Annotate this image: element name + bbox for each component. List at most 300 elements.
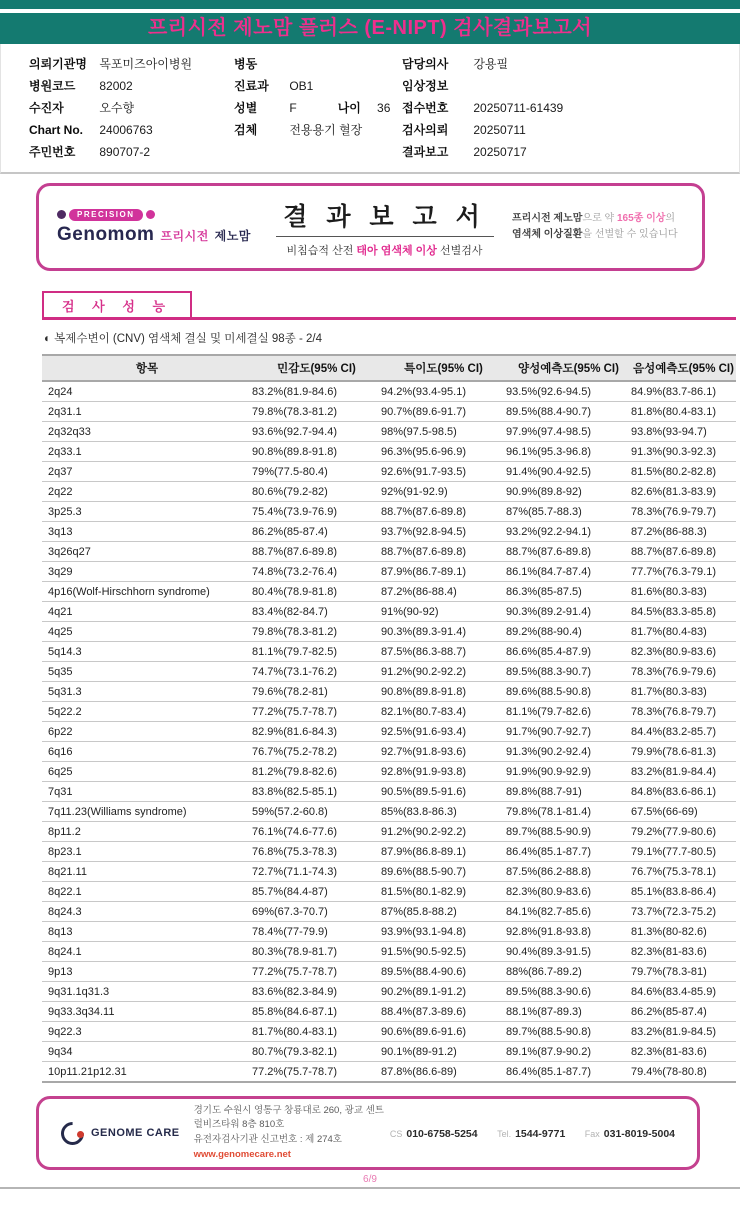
value-cell: 93.5%(92.6-94.5) <box>506 381 631 402</box>
value-cell: 79.1%(77.7-80.5) <box>631 842 736 862</box>
value-cell: 96.3%(95.6-96.9) <box>381 442 506 462</box>
table-row <box>42 802 736 822</box>
page-number: 6/9 <box>363 1174 377 1185</box>
item-cell: 2q37 <box>42 462 252 482</box>
field-value: 20250711 <box>473 123 526 137</box>
table-row <box>42 662 736 682</box>
item-cell: 2q31.1 <box>42 402 252 422</box>
value-cell: 89.1%(87.9-90.2) <box>506 1042 631 1062</box>
field-doctor <box>402 53 739 75</box>
banner-claim <box>512 211 684 244</box>
item-cell: 9q31.1q31.3 <box>42 982 252 1002</box>
value-cell: 82.3%(80.9-83.6) <box>631 642 736 662</box>
field-patient-name <box>29 97 234 119</box>
value-cell: 78.4%(77-79.9) <box>252 922 381 942</box>
item-cell: 5q14.3 <box>42 642 252 662</box>
value-cell: 83.4%(82-84.7) <box>252 602 381 622</box>
value-cell: 74.7%(73.1-76.2) <box>252 662 381 682</box>
address-line-1: 경기도 수원시 영통구 창룡대로 260, 광교 센트럴비즈타워 8층 810호 <box>193 1104 384 1131</box>
subtitle-post: 선별검사 <box>436 244 483 257</box>
value-cell: 92.7%(91.8-93.6) <box>381 742 506 762</box>
table-row <box>42 762 736 782</box>
subtitle-pre: 비침습적 산전 <box>286 244 357 257</box>
table-body <box>42 381 736 1082</box>
value-cell: 77.2%(75.7-78.7) <box>252 962 381 982</box>
cs-label: CS <box>389 1129 403 1139</box>
brand-lockup <box>57 224 257 246</box>
table-row <box>42 582 736 602</box>
claim-bold: 프리시전 제노맘 <box>512 212 583 224</box>
value-cell: 82.1%(80.7-83.4) <box>381 702 506 722</box>
item-cell: 2q24 <box>42 381 252 402</box>
item-cell: 5q35 <box>42 662 252 682</box>
item-cell: 8q24.3 <box>42 902 252 922</box>
value-cell: 81.1%(79.7-82.6) <box>506 702 631 722</box>
field-value: 목포미즈아이병원 <box>99 57 193 71</box>
table-row <box>42 622 736 642</box>
item-cell: 2q32q33 <box>42 422 252 442</box>
item-cell: 5q31.3 <box>42 682 252 702</box>
website-link[interactable]: www.genomecare.net <box>193 1148 291 1160</box>
value-cell: 80.4%(78.9-81.8) <box>252 582 381 602</box>
field-specimen <box>234 119 402 141</box>
field-value: 36 <box>377 101 391 115</box>
patient-col-2 <box>234 53 402 163</box>
item-cell: 4q25 <box>42 622 252 642</box>
value-cell: 92.5%(91.6-93.4) <box>381 722 506 742</box>
field-clinical-info <box>402 75 739 97</box>
col-header-sensitivity: 민감도(95% CI) <box>252 355 381 381</box>
value-cell: 86.2%(85-87.4) <box>631 1002 736 1022</box>
tel-number: 1544-9771 <box>515 1128 566 1140</box>
value-cell: 81.8%(80.4-83.1) <box>631 402 736 422</box>
item-cell: 8q21.11 <box>42 862 252 882</box>
value-cell: 79.9%(78.6-81.3) <box>631 742 736 762</box>
value-cell: 90.3%(89.2-91.4) <box>506 602 631 622</box>
value-cell: 85.8%(84.6-87.1) <box>252 1002 381 1022</box>
item-cell: 3q29 <box>42 562 252 582</box>
field-label: 진료과 <box>234 79 269 93</box>
table-row <box>42 542 736 562</box>
value-cell: 91.2%(90.2-92.2) <box>381 662 506 682</box>
precision-badge <box>57 209 257 221</box>
value-cell: 97.9%(97.4-98.5) <box>506 422 631 442</box>
value-cell: 88.7%(87.6-89.8) <box>252 542 381 562</box>
value-cell: 78.3%(76.9-79.7) <box>631 502 736 522</box>
address-line-2: 유전자검사기관 신고번호 : 제 274호 <box>193 1134 342 1145</box>
table-row <box>42 922 736 942</box>
field-value: 24006763 <box>99 123 153 137</box>
value-cell: 81.2%(79.8-82.6) <box>252 762 381 782</box>
value-cell: 82.3%(81-83.6) <box>631 1042 736 1062</box>
banner-underline <box>276 236 494 237</box>
fax-label: Fax <box>584 1129 600 1139</box>
table-row <box>42 782 736 802</box>
value-cell: 78.3%(76.9-79.6) <box>631 662 736 682</box>
value-cell: 76.8%(75.3-78.3) <box>252 842 381 862</box>
section-title: 검 사 성 능 <box>42 291 192 317</box>
value-cell: 98%(97.5-98.5) <box>381 422 506 442</box>
field-value: 전용용기 혈장 <box>289 123 363 137</box>
report-title-bar <box>0 13 740 44</box>
value-cell: 86.6%(85.4-87.9) <box>506 642 631 662</box>
table-row <box>42 722 736 742</box>
table-row <box>42 942 736 962</box>
item-cell: 9p13 <box>42 962 252 982</box>
item-cell: 3q13 <box>42 522 252 542</box>
value-cell: 81.7%(80.4-83) <box>631 622 736 642</box>
value-cell: 93.9%(93.1-94.8) <box>381 922 506 942</box>
page-bottom-edge <box>0 1187 740 1189</box>
value-cell: 81.5%(80.1-82.9) <box>381 882 506 902</box>
value-cell: 91.7%(90.7-92.7) <box>506 722 631 742</box>
value-cell: 90.2%(89.1-91.2) <box>381 982 506 1002</box>
page-title: 프리시전 제노맘 플러스 (E-NIPT) 검사결과보고서 <box>147 17 593 39</box>
value-cell: 91.9%(90.9-92.9) <box>506 762 631 782</box>
item-cell: 4p16(Wolf-Hirschhorn syndrome) <box>42 582 252 602</box>
item-cell: 9q33.3q34.11 <box>42 1002 252 1022</box>
subtitle-highlight: 태아 염색체 이상 <box>356 244 437 257</box>
value-cell: 87.5%(86.3-88.7) <box>381 642 506 662</box>
claim-highlight: 165종 이상 <box>616 212 666 224</box>
item-cell: 2q22 <box>42 482 252 502</box>
value-cell: 86.4%(85.1-87.7) <box>506 842 631 862</box>
value-cell: 93.6%(92.7-94.4) <box>252 422 381 442</box>
field-label: 나이 <box>337 101 361 115</box>
value-cell: 77.2%(75.7-78.7) <box>252 1062 381 1083</box>
field-label: Chart No. <box>29 123 83 137</box>
field-label: 접수번호 <box>402 101 449 115</box>
item-cell: 6q16 <box>42 742 252 762</box>
value-cell: 87.8%(86.6-89) <box>381 1062 506 1083</box>
cs-number: 010-6758-5254 <box>406 1128 478 1140</box>
value-cell: 91.5%(90.5-92.5) <box>381 942 506 962</box>
value-cell: 91.3%(90.2-92.4) <box>506 742 631 762</box>
table-row <box>42 522 736 542</box>
value-cell: 89.5%(88.3-90.7) <box>506 662 631 682</box>
badge-dot-icon <box>57 210 66 219</box>
value-cell: 88.7%(87.6-89.8) <box>631 542 736 562</box>
claim-bold: 염색체 이상질환 <box>512 229 583 240</box>
value-cell: 90.3%(89.3-91.4) <box>381 622 506 642</box>
value-cell: 83.8%(82.5-85.1) <box>252 782 381 802</box>
value-cell: 85.7%(84.4-87) <box>252 882 381 902</box>
value-cell: 93.8%(93-94.7) <box>631 422 736 442</box>
table-row <box>42 442 736 462</box>
value-cell: 90.9%(89.8-92) <box>506 482 631 502</box>
value-cell: 87.9%(86.7-89.1) <box>381 562 506 582</box>
value-cell: 79.7%(78.3-81) <box>631 962 736 982</box>
value-cell: 92.8%(91.9-93.8) <box>381 762 506 782</box>
item-cell: 6q25 <box>42 762 252 782</box>
field-value: 20250711-61439 <box>473 101 564 115</box>
patient-col-3 <box>402 53 739 163</box>
table-header-row <box>42 355 736 381</box>
claim-text: 으로 약 <box>582 212 617 224</box>
field-value: 강용필 <box>473 57 509 71</box>
table-row <box>42 1022 736 1042</box>
value-cell: 86.4%(85.1-87.7) <box>506 1062 631 1083</box>
value-cell: 87.2%(86-88.4) <box>381 582 506 602</box>
table-row <box>42 742 736 762</box>
value-cell: 87.2%(86-88.3) <box>631 522 736 542</box>
value-cell: 87%(85.8-88.2) <box>381 902 506 922</box>
table-row <box>42 1042 736 1062</box>
field-label: 주민번호 <box>29 145 76 159</box>
field-label: 성별 <box>234 101 258 115</box>
value-cell: 90.6%(89.6-91.6) <box>381 1022 506 1042</box>
value-cell: 82.6%(81.3-83.9) <box>631 482 736 502</box>
table-row <box>42 822 736 842</box>
table-row <box>42 702 736 722</box>
field-ward <box>234 53 402 75</box>
genomom-logo <box>57 209 257 246</box>
col-header-ppv: 양성예측도(95% CI) <box>506 355 631 381</box>
value-cell: 81.5%(80.2-82.8) <box>631 462 736 482</box>
logo-dot <box>77 1131 84 1138</box>
genomecare-mark-icon <box>61 1122 84 1145</box>
table-row <box>42 602 736 622</box>
field-hospital-code <box>29 75 234 97</box>
field-value: 20250717 <box>473 145 527 159</box>
value-cell: 81.7%(80.3-83) <box>631 682 736 702</box>
field-dept <box>234 75 402 97</box>
field-value: F <box>289 101 297 115</box>
value-cell: 84.1%(82.7-85.6) <box>506 902 631 922</box>
value-cell: 69%(67.3-70.7) <box>252 902 381 922</box>
value-cell: 90.5%(89.5-91.6) <box>381 782 506 802</box>
value-cell: 78.3%(76.8-79.7) <box>631 702 736 722</box>
table-row <box>42 422 736 442</box>
value-cell: 84.6%(83.4-85.9) <box>631 982 736 1002</box>
value-cell: 67.5%(66-69) <box>631 802 736 822</box>
table-row <box>42 842 736 862</box>
badge-dot-icon <box>146 210 155 219</box>
field-chart-no <box>29 119 234 141</box>
item-cell: 8q24.1 <box>42 942 252 962</box>
table-row <box>42 642 736 662</box>
item-cell: 7q31 <box>42 782 252 802</box>
value-cell: 88.7%(87.6-89.8) <box>381 502 506 522</box>
item-cell: 7q11.23(Williams syndrome) <box>42 802 252 822</box>
value-cell: 88%(86.7-89.2) <box>506 962 631 982</box>
table-row <box>42 902 736 922</box>
value-cell: 83.2%(81.9-84.5) <box>631 1022 736 1042</box>
value-cell: 77.2%(75.7-78.7) <box>252 702 381 722</box>
value-cell: 76.7%(75.2-78.2) <box>252 742 381 762</box>
table-row <box>42 862 736 882</box>
item-cell: 9q34 <box>42 1042 252 1062</box>
item-cell: 4q21 <box>42 602 252 622</box>
performance-table <box>42 354 736 1083</box>
value-cell: 84.4%(83.2-85.7) <box>631 722 736 742</box>
tel-label: Tel. <box>497 1129 512 1139</box>
item-cell: 8q22.1 <box>42 882 252 902</box>
field-label: 검사의뢰 <box>402 123 449 137</box>
value-cell: 87.9%(86.8-89.1) <box>381 842 506 862</box>
value-cell: 89.6%(88.5-90.8) <box>506 682 631 702</box>
field-sex-age <box>234 97 402 119</box>
value-cell: 81.3%(80-82.6) <box>631 922 736 942</box>
value-cell: 90.4%(89.3-91.5) <box>506 942 631 962</box>
item-cell: 6p22 <box>42 722 252 742</box>
value-cell: 90.8%(89.8-91.8) <box>381 682 506 702</box>
value-cell: 88.7%(87.6-89.8) <box>381 542 506 562</box>
item-cell: 8p23.1 <box>42 842 252 862</box>
field-label: 검체 <box>234 123 258 137</box>
item-cell: 3q26q27 <box>42 542 252 562</box>
field-label: 담당의사 <box>402 57 449 71</box>
value-cell: 92%(91-92.9) <box>381 482 506 502</box>
field-label: 병동 <box>234 57 258 71</box>
patient-info <box>0 44 740 174</box>
footer-contacts <box>390 1124 675 1142</box>
value-cell: 90.1%(89-91.2) <box>381 1042 506 1062</box>
value-cell: 79.4%(78-80.8) <box>631 1062 736 1083</box>
item-cell: 5q22.2 <box>42 702 252 722</box>
value-cell: 86.3%(85-87.5) <box>506 582 631 602</box>
field-value: OB1 <box>289 79 314 93</box>
value-cell: 82.3%(80.9-83.6) <box>506 882 631 902</box>
value-cell: 90.8%(89.8-91.8) <box>252 442 381 462</box>
value-cell: 89.2%(88-90.4) <box>506 622 631 642</box>
footer-address <box>194 1104 390 1163</box>
value-cell: 79.8%(78.1-81.4) <box>506 802 631 822</box>
patient-col-1 <box>29 53 234 163</box>
value-cell: 82.9%(81.6-84.3) <box>252 722 381 742</box>
value-cell: 89.5%(88.3-90.6) <box>506 982 631 1002</box>
table-row <box>42 381 736 402</box>
field-label: 결과보고 <box>402 145 449 159</box>
value-cell: 86.2%(85-87.4) <box>252 522 381 542</box>
field-rrn <box>29 141 234 163</box>
value-cell: 85.1%(83.8-86.4) <box>631 882 736 902</box>
field-report-date <box>402 141 739 163</box>
field-label: 임상정보 <box>402 79 449 93</box>
value-cell: 93.2%(92.2-94.1) <box>506 522 631 542</box>
value-cell: 83.6%(82.3-84.9) <box>252 982 381 1002</box>
value-cell: 59%(57.2-60.8) <box>252 802 381 822</box>
value-cell: 89.6%(88.5-90.7) <box>381 862 506 882</box>
table-row <box>42 882 736 902</box>
value-cell: 87.5%(86.2-88.8) <box>506 862 631 882</box>
field-label: 수진자 <box>29 101 64 115</box>
banner-subtitle <box>257 242 512 258</box>
value-cell: 87%(85.7-88.3) <box>506 502 631 522</box>
banner-title: 결 과 보 고 서 <box>283 202 486 231</box>
claim-text: 의 <box>665 212 676 224</box>
table-row <box>42 962 736 982</box>
value-cell: 89.5%(88.4-90.6) <box>381 962 506 982</box>
value-cell: 89.7%(88.5-90.8) <box>506 1022 631 1042</box>
field-request-date <box>402 119 739 141</box>
value-cell: 80.6%(79.2-82) <box>252 482 381 502</box>
field-org <box>29 53 234 75</box>
col-header-npv: 음성예측도(95% CI) <box>631 355 736 381</box>
value-cell: 79.2%(77.9-80.6) <box>631 822 736 842</box>
value-cell: 79%(77.5-80.4) <box>252 462 381 482</box>
brand-name: Genomom <box>57 223 155 245</box>
item-cell: 9q22.3 <box>42 1022 252 1042</box>
value-cell: 72.7%(71.1-74.3) <box>252 862 381 882</box>
col-header-item: 항목 <box>42 355 252 381</box>
genomecare-brand-text: GENOME CARE <box>91 1127 180 1139</box>
brand-kr-pink: 프리시전 <box>160 228 209 243</box>
value-cell: 79.8%(78.3-81.2) <box>252 402 381 422</box>
value-cell: 89.8%(88.7-91) <box>506 782 631 802</box>
value-cell: 92.8%(91.8-93.8) <box>506 922 631 942</box>
value-cell: 74.8%(73.2-76.4) <box>252 562 381 582</box>
col-header-specificity: 특이도(95% CI) <box>381 355 506 381</box>
table-row <box>42 1062 736 1083</box>
value-cell: 88.1%(87-89.3) <box>506 1002 631 1022</box>
value-cell: 93.7%(92.8-94.5) <box>381 522 506 542</box>
value-cell: 81.7%(80.4-83.1) <box>252 1022 381 1042</box>
table-caption: ◐ 복제수변이 (CNV) 염색체 결실 및 미세결실 98종 - 2/4 <box>44 333 322 345</box>
table-row <box>42 682 736 702</box>
value-cell: 73.7%(72.3-75.2) <box>631 902 736 922</box>
field-receipt-no <box>402 97 739 119</box>
value-cell: 85%(83.8-86.3) <box>381 802 506 822</box>
value-cell: 81.1%(79.7-82.5) <box>252 642 381 662</box>
banner-center <box>257 197 512 258</box>
value-cell: 91.2%(90.2-92.2) <box>381 822 506 842</box>
value-cell: 84.8%(83.6-86.1) <box>631 782 736 802</box>
item-cell: 8p11.2 <box>42 822 252 842</box>
value-cell: 86.1%(84.7-87.4) <box>506 562 631 582</box>
footer <box>36 1096 700 1170</box>
value-cell: 91.3%(90.3-92.3) <box>631 442 736 462</box>
value-cell: 81.6%(80.3-83) <box>631 582 736 602</box>
item-cell: 3p25.3 <box>42 502 252 522</box>
precision-label: PRECISION <box>69 209 143 221</box>
value-cell: 79.6%(78.2-81) <box>252 682 381 702</box>
result-report-banner <box>36 183 705 271</box>
value-cell: 89.7%(88.5-90.9) <box>506 822 631 842</box>
genomecare-logo <box>61 1122 180 1145</box>
top-accent-bar <box>0 0 740 9</box>
value-cell: 80.7%(79.3-82.1) <box>252 1042 381 1062</box>
table-row <box>42 482 736 502</box>
value-cell: 83.2%(81.9-84.4) <box>631 762 736 782</box>
table-row <box>42 402 736 422</box>
value-cell: 82.3%(81-83.6) <box>631 942 736 962</box>
value-cell: 89.5%(88.4-90.7) <box>506 402 631 422</box>
item-cell: 10p11.21p12.31 <box>42 1062 252 1083</box>
fax-number: 031-8019-5004 <box>603 1128 675 1140</box>
field-label: 병원코드 <box>29 79 76 93</box>
section-test-performance <box>42 291 736 320</box>
value-cell: 84.5%(83.3-85.8) <box>631 602 736 622</box>
field-label: 의뢰기관명 <box>29 57 87 71</box>
table-row <box>42 982 736 1002</box>
value-cell: 79.8%(78.3-81.2) <box>252 622 381 642</box>
table-row <box>42 502 736 522</box>
field-value: 890707-2 <box>99 145 151 159</box>
value-cell: 94.2%(93.4-95.1) <box>381 381 506 402</box>
value-cell: 91%(90-92) <box>381 602 506 622</box>
field-value: 오수향 <box>99 101 135 115</box>
table-row <box>42 1002 736 1022</box>
value-cell: 96.1%(95.3-96.8) <box>506 442 631 462</box>
value-cell: 80.3%(78.9-81.7) <box>252 942 381 962</box>
field-value: 82002 <box>99 79 133 93</box>
value-cell: 88.7%(87.6-89.8) <box>506 542 631 562</box>
value-cell: 77.7%(76.3-79.1) <box>631 562 736 582</box>
table-row <box>42 462 736 482</box>
value-cell: 84.9%(83.7-86.1) <box>631 381 736 402</box>
value-cell: 88.4%(87.3-89.6) <box>381 1002 506 1022</box>
